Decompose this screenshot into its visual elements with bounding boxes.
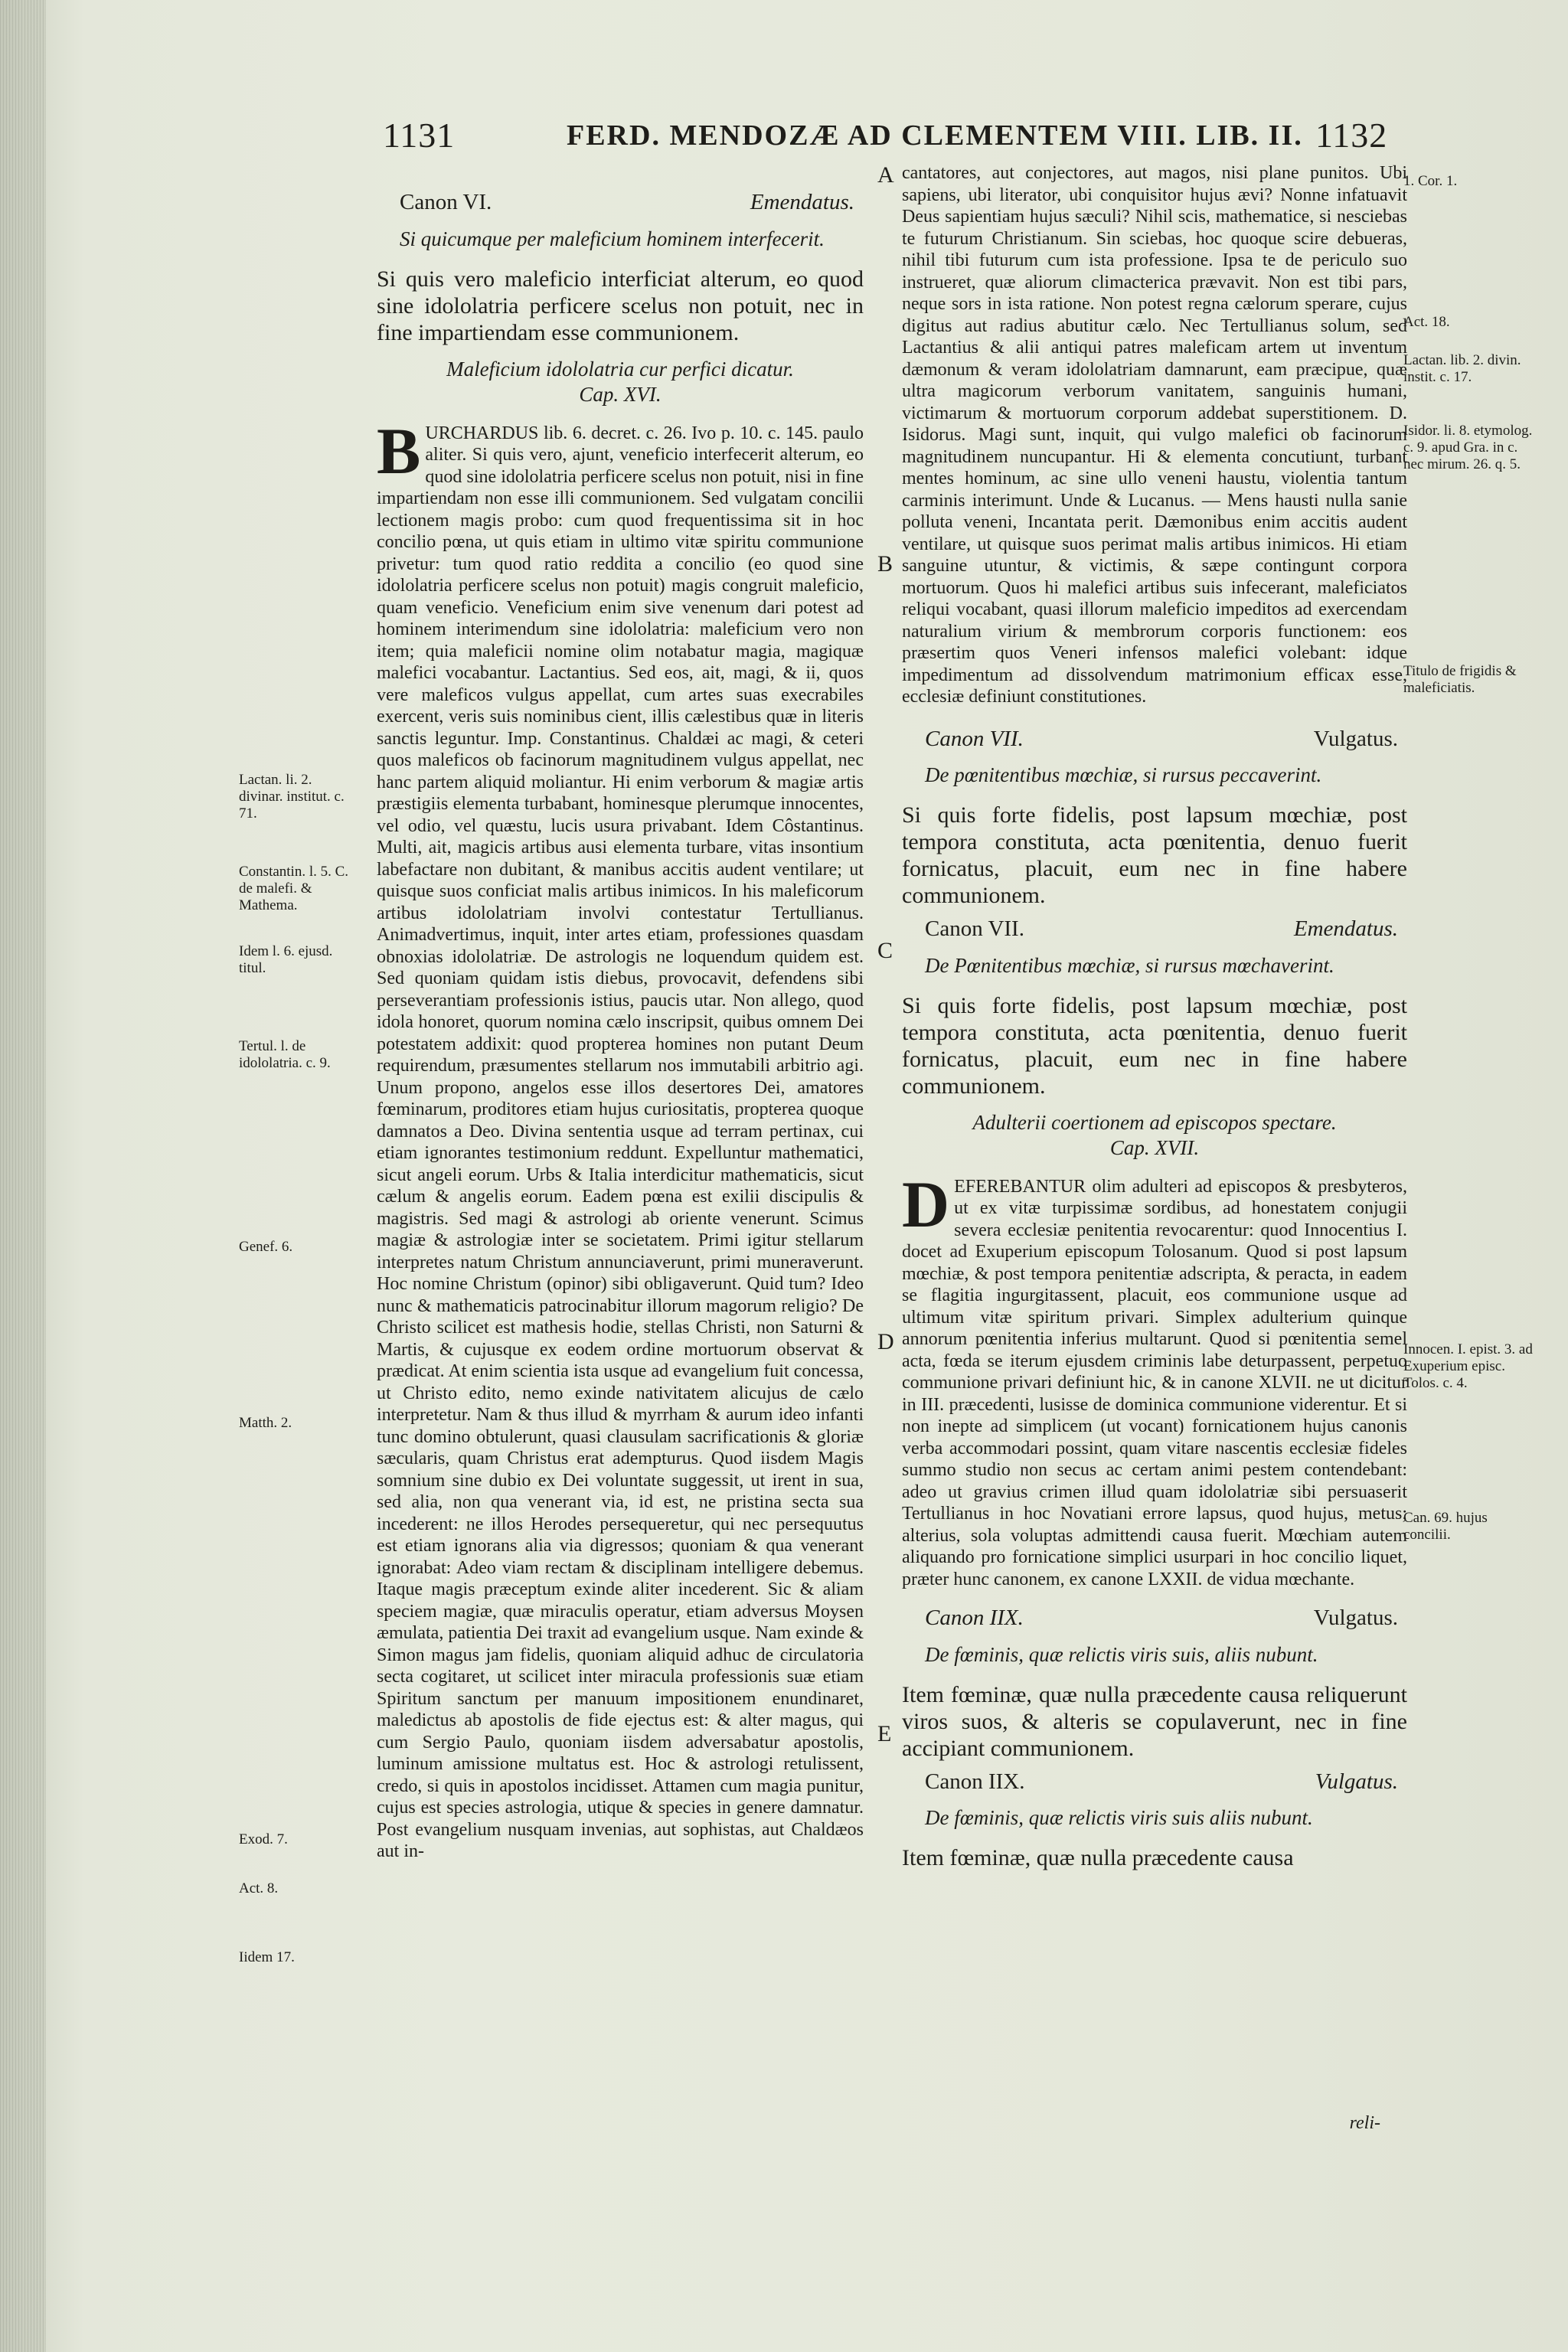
canon-label: Canon IIX.	[925, 1606, 1024, 1630]
section-cap: Cap. XVI.	[579, 382, 662, 406]
margin-note: Idem l. 6. ejusd. titul.	[239, 943, 333, 976]
commentary-paragraph	[377, 413, 864, 1863]
section-letter: A	[877, 162, 894, 188]
right-column	[902, 162, 1407, 1871]
canon-tag: Vulgatus.	[1313, 726, 1398, 751]
drop-cap: D	[902, 1167, 950, 1241]
canon-subtitle: De fœminis, quæ relictis viris suis aliis nubunt.	[925, 1806, 1313, 1829]
section-letter: B	[877, 551, 893, 577]
canon-label: Canon VII.	[925, 916, 1024, 941]
section-title: Maleficium idololatria cur perfici dicatur.	[446, 357, 794, 381]
commentary-paragraph	[902, 1167, 1407, 1591]
left-column	[377, 182, 864, 1863]
canon-subtitle: De fœminis, quæ relictis viris suis, aliis nubunt.	[925, 1642, 1318, 1666]
canon-label: Canon VI.	[400, 190, 492, 214]
canon-text: Si quis forte fidelis, post lapsum mœchiæ, post tempora constituta, acta pœnitentia, denuo fuerit fornicatus, placuit, eum nec in fine habere communionem.	[902, 992, 1407, 1099]
canon-subtitle: Si quicumque per maleficium hominem interfecerit.	[400, 227, 825, 250]
section-title: Adulterii coertionem ad episcopos spectare.	[972, 1110, 1337, 1134]
canon-heading	[925, 728, 1398, 750]
margin-note: Titulo de frigidis & maleficiatis.	[1403, 663, 1517, 696]
margin-note: Can. 69. hujus concilii.	[1403, 1510, 1488, 1543]
commentary-text: URCHARDUS lib. 6. decret. c. 26. Ivo p. 10. c. 145. paulo aliter. Si quis vero, ajunt, veneficio interfecerit alterum, eo quod sine idololatria perficere scelus non potuit, nisi in fine impartiendam non esse illi communionem. Sed vulgatam concilii lectionem magis probo: cum quod frequentissima sit in hoc concilio pœna, ut quis etiam in ultimo vitæ spiritu communione privetur: tum quod ratio reddita a concilio (eo quod sine idololatria perficere scelus non potuit) magis congruit maleficio, quam veneficio. Veneficium enim sive venenum dari potest ad hominem interimendum sine idololatria: maleficium vero non item; quia maleficii nomine olim notabatur magia, magiquæ malefici vocabantur. Lactantius. Sed eos, ait, magi, & ii, quos vere maleficos vulgus appellat, cum artes suas execrabiles exercent, veris suis nominibus cient, illis cælestibus quæ in literis sanctis leguntur. Imp. Constantinus. Chaldæi ac magi, & ceteri quos maleficos ob facinorum magnitudinem vulgus appellat, nec hanc partem aliquid moliantur. Hi enim verborum & magiæ artis præstigiis elementa turbabant, hominesque plerumque innocentes, vel odio, vel quæstu, lucis usura privabant. Idem Côstantinus. Multi, ait, magicis artibus ausi elementa turbare, vitas insontium labefactare non dubitant, & manibus accitis audent ventilare; ut quisque suos conficiat malis artibus inimicos. In his maleficorum artibus idololatriam involvi contestatur Tertullianus. Animadvertimus, inquit, inter artes etiam, professiones quasdam obnoxias idololatriæ. De astrologis ne loquendum quidem est. Sed quoniam quidam istis diebus, provocavit, defendens sibi perseverantiam professionis istius, paucis utar. Non allego, quod idola honoret, quorum nomina cælo inscripsit, quibus omnem Dei potestatem addixit: quod propterea homines non putant Deum requirendum, præsumentes stellarum nos immutabili arbitrio agi. Unum propono, angelos esse illos desertores Dei, amatores fœminarum, proditores etiam hujus curiositatis, propterea quoque damnatos a Deo. Divina sententia usque ad terram pertinax, cui etiam ignorantes testimonium reddunt. Expelluntur mathematici, sicut angeli eorum. Urbs & Italia interdicitur mathematicis, sicut cælum & angelis eorum. Eadem pœna est exilii discipulis & magistris. Sed magi & astrologi ab oriente venerunt. Scimus magiæ & astrologiæ inter se societatem. Primi igitur stellarum interpretes natum Christum annunciaverunt, primi muneraverunt. Hoc nomine Christum (opinor) sibi obligaverunt. Quid tum? Ideo nunc & mathematicis patrocinabitur illorum magorum religio? De Christo scilicet est mathesis hodie, stellas Christi, non Saturni & Martis, & cujusque ex eodem ordine mortuorum observat & prædicat. At enim scientia ista usque ad evangelium fuit concessa, ut Christo edito, nemo exinde nativitatem alicujus de cælo interpretetur. Nam & thus illud & myrrham & aurum ideo infanti tunc domino obtulerunt, quasi clausulam sacrificationis & gloriæ sæcularis, quam Christus erat adempturus. Quod iisdem Magis somnium sine dubio ex Dei voluntate suggessit, ut irent in sua, sed alia, non qua venerant via, id est, ne pristina secta sua incederent: ne illos Herodes persequeretur, qui nec persequutus est etiam ignorans alia via digressos; quoniam & qua venerant ignorabat: Adeo viam rectam & disciplinam intelligere debemus. Itaque magis præceptum exinde aliter incederent. Sic & aliam speciem magiæ, quæ miraculis operatur, etiam adversus Moysen æmulata, patientia Dei traxit ad evangelium usque. Nam exinde & Simon magus jam fidelis, quoniam aliquid adhuc de circulatoria secta cogitaret, ut scilicet inter miracula professionis suæ etiam Spiritum sanctum per manuum impositionem enundinaret, maledictus ab apostolis de fide ejectus est: & alter magus, qui cum Sergio Paulo, quoniam iisdem adversabatur apostolis, luminum amissione multatus est. Hoc & astrologi retulissent, credo, si quis in apostolos incidisset. Attamen cum magia punitur, cujus est species astrologia, utique & species in genere damnatur. Post evangelium nusquam invenias, aut sophistas, aut Chaldæos aut in-	[377, 423, 864, 1861]
margin-note: Iidem 17.	[239, 1949, 295, 1965]
margin-note: Lactan. li. 2. divinar. institut. c. 71.	[239, 772, 345, 822]
canon-label: Canon VII.	[925, 726, 1024, 751]
canon-text: Si quis vero maleficio interficiat alterum, eo quod sine idololatria perficere scelus non potuit, nec in fine impartiendam esse communionem.	[377, 266, 864, 345]
margin-note: Act. 18.	[1403, 314, 1450, 330]
margin-note: Constantin. l. 5. C. de malefi. & Mathema.	[239, 864, 349, 913]
canon-heading	[925, 918, 1398, 940]
canon-text: Si quis forte fidelis, post lapsum mœchiæ, post tempora constituta, acta pœnitentia, denuo fuerit fornicatus, placuit, eum nec in fine habere communionem.	[902, 802, 1407, 908]
margin-note: Exod. 7.	[239, 1831, 288, 1847]
margin-note: Matth. 2.	[239, 1415, 292, 1431]
catchword: reli-	[1349, 2113, 1380, 2133]
commentary-continued: cantatores, aut conjectores, aut magos, nisi plane punitos. Ubi sapiens, ubi literator, ubi conquisitor hujus ævi? Nonne infatuavit Deus sapientiam hujus sæculi? Nihil scis, mathematice, si nesciebas te futurum Christianum. Sin sciebas, hoc quoque scire debueras, nihil tibi futurum cum ista professione. Ipsa te de periculo suo instrueret, quæ aliorum climacterica prævavit. Non est tibi pars, neque sors in ista ratione. Non potest regna cælorum sperare, cujus digitus aut radius abutitur cælo. Nec Tertullianus solum, sed Lactantius & alii antiqui patres maleficam artem ut inventum dæmonum & veram idololatriam damnarunt, eam præcipue, quæ ultra magicorum verborum vanitatem, sanguinis humani, victimarum & mortuorum corporum addebat superstitionem. D. Isidorus. Magi sunt, inquit, qui vulgo malefici ob facinorum magnitudinem nuncupantur. Hi & elementa concutiunt, turbant mentes hominum, ac sine ullo veneni haustu, violentia tantum carminis interimunt. Unde & Lucanus. — Mens hausti nulla sanie polluta veneni, Incantata perit. Dæmonibus enim accitis audent ventilare, ut quisque suos perimat malis artibus inimicos. Hi etiam sanguine utuntur, & victimis, & sæpe contingunt corpora mortuorum. Quos hi malefici artibus suis infecerant, maleficiatos reliqui vocabant, quasi illorum maleficio impeditos ad exercendam naturalium virium & membrorum corporis functionem: eos præsertim quos Veneri infensos malefici volebant: idque impedimentum ad dissolvendum matrimonium efficax esse, ecclesiæ definiunt constitutiones.	[902, 163, 1407, 707]
canon-text: Item fœminæ, quæ nulla præcedente causa	[902, 1845, 1294, 1870]
drop-cap: B	[377, 413, 421, 488]
canon-subtitle: De Pœnitentibus mœchiæ, si rursus mœchaverint.	[925, 953, 1334, 977]
margin-note: Isidor. li. 8. etymolog. c. 9. apud Gra. in c. nec mirum. 26. q. 5.	[1403, 423, 1533, 472]
canon-heading	[925, 1607, 1398, 1629]
margin-note: Act. 8.	[239, 1880, 279, 1896]
margin-note: 1. Cor. 1.	[1403, 173, 1458, 189]
section-heading	[377, 357, 864, 407]
running-title: FERD. MENDOZÆ AD CLEMENTEM VIII. LIB. II.	[567, 119, 1303, 152]
commentary-text: EFEREBANTUR olim adulteri ad episcopos & presbyteros, ut ex vitæ turpissimæ sordibus, ad honestatem conjugii severa ecclesiæ penitentia revocarentur: quod Innocentius I. docet ad Exuperium episcopum Tolosanum. Quod si post lapsum mœchiæ, & post tempora penitentiæ adscripta, & peracta, in eadem se flagitia ingurgitassent, placuit, eos communione usque ad ultimum vitæ spiritum privari. Simplex adulterium quinque annorum pœnitentia inferius multarunt. Quod si pœnitentia semel acta, fœda se iterum ejusdem criminis labe deturpassent, perpetuo communione privari definiunt hic, & in canone XLVII. ne ut dicitur in III. præcedenti, lusisse de dominica communione viderentur. Et si non inepte ad simplicem (ut vocant) fornicationem hujus canonis verba accommodari possint, quam vitare nascentis ecclesiæ fideles summo studio non secus ac certam animi pestem contendebant: adeo ut gravius crimen illud quam idololatriæ sibi persuaserit Tertullianus in hoc Novatiani errore lapsus, quod hujus, metus; alterius, sola voluptas admittendi causa fuerit. Mœchiam autem aliquando pro fornicatione simplici usurpari in hoc concilio liquet, præter hunc canonem, ex canone LXXII. de vidua mœchante.	[902, 1176, 1407, 1589]
margin-note: Innocen. I. epist. 3. ad Exuperium episc. Tolos. c. 4.	[1403, 1341, 1533, 1391]
margin-note: Genef. 6.	[239, 1239, 293, 1255]
canon-tag: Emendatus.	[1293, 916, 1398, 941]
canon-heading	[925, 1771, 1398, 1793]
canon-text: Item fœminæ, quæ nulla præcedente causa reliquerunt viros suos, & alteris se copulaverunt, nec in fine accipiant communionem.	[902, 1681, 1407, 1761]
page-edge-stack	[0, 0, 46, 2352]
section-letter: C	[877, 938, 893, 963]
page-number-right: 1132	[1315, 116, 1388, 155]
canon-subtitle: De pœnitentibus mœchiæ, si rursus peccaverint.	[925, 763, 1322, 786]
canon-label: Canon IIX.	[925, 1769, 1025, 1794]
page-number-left: 1131	[383, 116, 456, 155]
margin-note: Tertul. l. de idololatria. c. 9.	[239, 1038, 331, 1071]
canon-tag: Vulgatus.	[1315, 1769, 1398, 1794]
canon-tag: Vulgatus.	[1313, 1606, 1398, 1630]
canon-heading	[400, 191, 854, 214]
section-letter: D	[877, 1329, 894, 1354]
section-cap: Cap. XVII.	[1109, 1135, 1200, 1159]
section-letter: E	[877, 1721, 892, 1746]
section-heading	[902, 1110, 1407, 1161]
canon-tag: Emendatus.	[750, 190, 854, 214]
margin-note: Lactan. lib. 2. divin. instit. c. 17.	[1403, 352, 1521, 385]
